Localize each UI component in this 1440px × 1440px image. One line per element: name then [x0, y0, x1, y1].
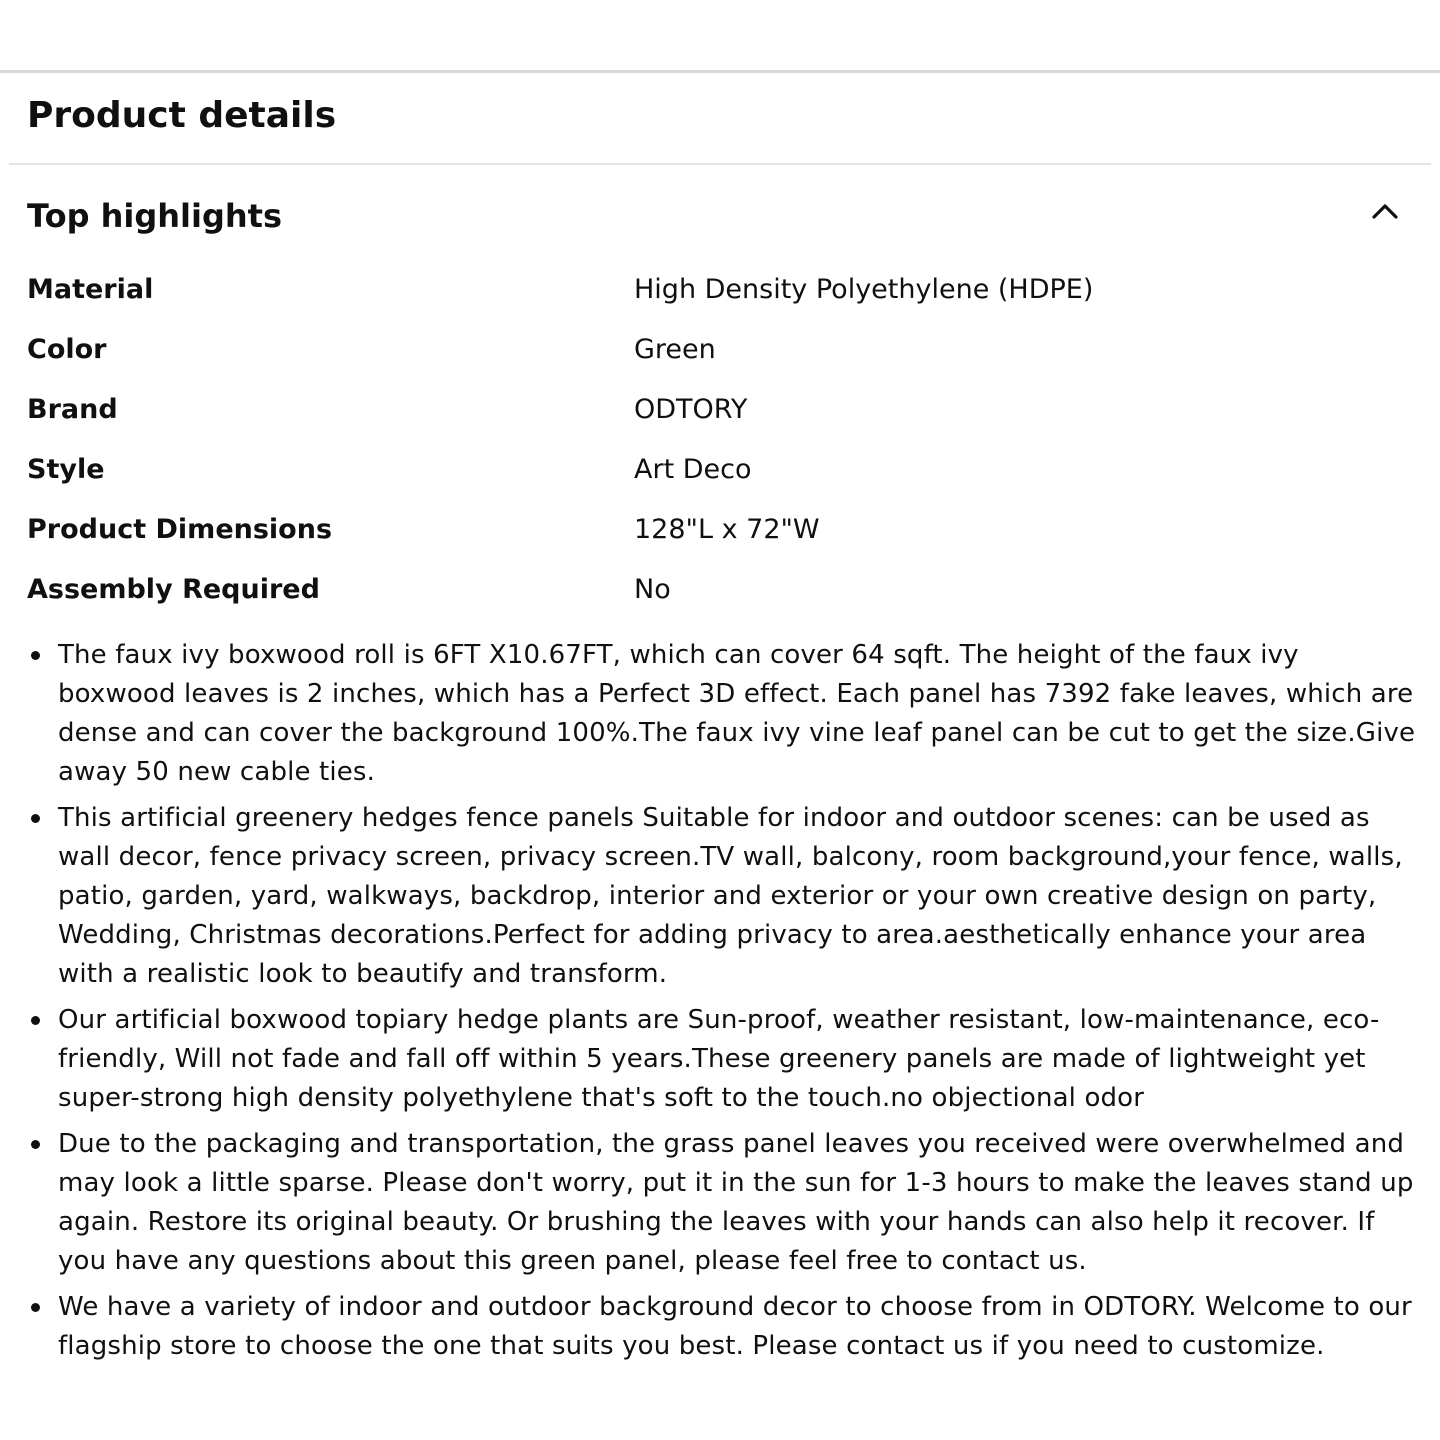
feature-bullet-list [0, 636, 1420, 1373]
section-divider [9, 163, 1431, 165]
bullet-dot-icon [31, 651, 40, 660]
spec-value: 128"L x 72"W [634, 514, 820, 545]
spec-value: Art Deco [634, 454, 752, 485]
spec-row-product-dimensions [27, 503, 1417, 563]
page-title: Product details [27, 95, 337, 136]
top-highlights-header[interactable] [0, 188, 1440, 244]
bullet-dot-icon [31, 1140, 40, 1149]
top-divider [0, 70, 1440, 73]
bullet-dot-icon [31, 814, 40, 823]
spec-label: Brand [27, 394, 118, 425]
spec-label: Style [27, 454, 105, 485]
bullet-text: The faux ivy boxwood roll is 6FT X10.67FT, which can cover 64 sqft. The height of the faux ivy boxwood leaves is 2 inches, which has a Perfect 3D effect. Each panel has 7392 fake leaves, which are dense and can cover the background 100%.The faux ivy vine leaf panel can be cut to get the size.Give away 50 new cable ties. [58, 640, 1416, 787]
spec-label: Assembly Required [27, 574, 320, 605]
spec-label: Product Dimensions [27, 514, 333, 545]
spec-row-style [27, 443, 1417, 503]
spec-row-assembly-required [27, 563, 1417, 623]
spec-table [27, 263, 1417, 623]
section-title: Top highlights [27, 197, 283, 235]
spec-label: Color [27, 334, 107, 365]
spec-row-material [27, 263, 1417, 323]
bullet-text: Due to the packaging and transportation, the grass panel leaves you received were overwhelmed and may look a little sparse. Please don't worry, put it in the sun for 1-3 hours to make the leaves stand up again. Restore its original beauty. Or brushing the leaves with your hands can also help it recover. If you have any questions about this green panel, please feel free to contact us. [58, 1129, 1414, 1276]
bullet-dot-icon [31, 1016, 40, 1025]
bullet-text: Our artificial boxwood topiary hedge plants are Sun-proof, weather resistant, low-maintenance, eco-friendly, Will not fade and fall off within 5 years.These greenery panels are made of lightweight yet super-strong high density polyethylene that's soft to the touch.no objectional odor [58, 1005, 1380, 1113]
chevron-up-icon[interactable] [1366, 196, 1404, 226]
list-item [58, 1125, 1420, 1281]
spec-row-brand [27, 383, 1417, 443]
bullet-text: We have a variety of indoor and outdoor background decor to choose from in ODTORY. Welcome to our flagship store to choose the one that suits you best. Please contact us if you need to customize. [58, 1292, 1412, 1361]
spec-value: Green [634, 334, 716, 365]
spec-row-color [27, 323, 1417, 383]
list-item [58, 1288, 1420, 1366]
spec-value: No [634, 574, 671, 605]
spec-value: High Density Polyethylene (HDPE) [634, 274, 1094, 305]
bullet-dot-icon [31, 1303, 40, 1312]
list-item [58, 799, 1420, 994]
list-item [58, 636, 1420, 792]
bullet-text: This artificial greenery hedges fence panels Suitable for indoor and outdoor scenes: can be used as wall decor, fence privacy screen, privacy screen.TV wall, balcony, room background,your fence, walls, patio, garden, yard, walkways, backdrop, interior and exterior or your own creative design on party, Wedding, Christmas decorations.Perfect for adding privacy to area.aesthetically enhance your area with a realistic look to beautify and transform. [58, 803, 1403, 989]
spec-label: Material [27, 274, 154, 305]
list-item [58, 1001, 1420, 1118]
spec-value: ODTORY [634, 394, 748, 425]
